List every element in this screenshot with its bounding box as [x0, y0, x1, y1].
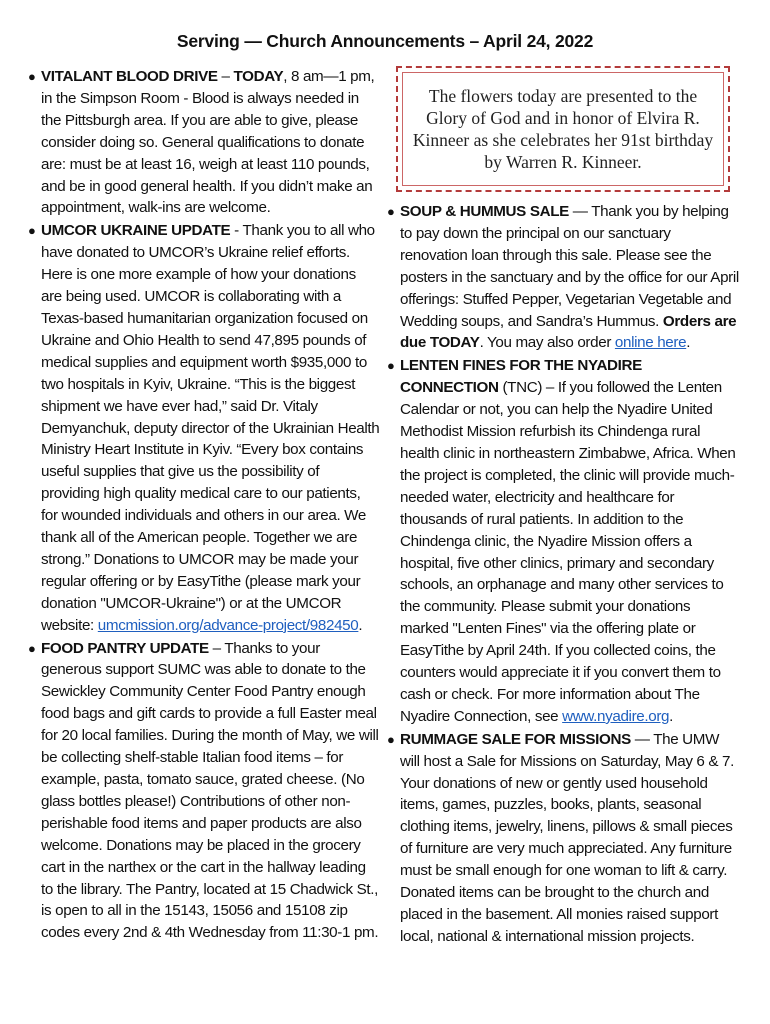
- announcement-end: .: [669, 707, 674, 725]
- nyadire-link[interactable]: www.nyadire.org: [562, 707, 670, 725]
- announcement-today: TODAY: [233, 68, 284, 85]
- announcement-soup-sale: [387, 201, 739, 354]
- announcement-heading: UMCOR UKRAINE UPDATE: [41, 222, 231, 240]
- bullet-icon: ●: [387, 358, 395, 374]
- announcement-heading: FOOD PANTRY UPDATE: [41, 639, 209, 657]
- announcement-emphasis: Orders are due TODAY: [400, 312, 737, 352]
- bullet-icon: ●: [28, 640, 36, 656]
- announcement-heading: LENTEN FINES FOR THE NYADIRE CONNECTION: [400, 357, 642, 397]
- page-title: Serving — Church Announcements – April 24, 2022: [176, 31, 594, 51]
- announcement-umcor: [28, 220, 380, 636]
- bullet-icon: ●: [28, 223, 36, 239]
- bullet-icon: ●: [387, 731, 395, 747]
- flowers-notice-box: [396, 66, 730, 192]
- announcement-blood-drive: [28, 66, 380, 219]
- online-order-link[interactable]: online here: [614, 334, 687, 352]
- announcement-heading: RUMMAGE SALE FOR MISSIONS: [400, 730, 631, 748]
- announcement-body: — Thank you by helping to pay down the principal on our sanctuary renovation loan through this sale. Please see the posters in the sanctuary and by the office for our April offerings: Stuffed Pepper, Vegetarian Vegetable and Wedding soups, and Sandra’s Hummus.: [400, 203, 739, 330]
- announcement-heading: SOUP & HUMMUS SALE: [400, 203, 569, 220]
- announcement-end: .: [686, 334, 691, 352]
- right-column: [387, 201, 739, 949]
- bullet-icon: ●: [28, 69, 36, 84]
- left-column: [28, 66, 380, 945]
- announcement-body-2: . You may also order: [479, 334, 615, 352]
- bullet-icon: ●: [387, 204, 395, 219]
- announcement-rummage-sale: [387, 729, 739, 948]
- announcement-body: , 8 am—1 pm, in the Simpson Room - Blood is always needed in the Pittsburgh area. If you are able to give, please consider doing so. General qualifications to donate are: must be at least 16, weigh at least 110 pounds, and be in good general health. If you didn’t make an appointment, walk-ins are welcome.: [41, 68, 375, 217]
- announcement-end: .: [358, 616, 363, 634]
- announcement-dash: –: [217, 68, 234, 85]
- flowers-notice-text: The flowers today are presented to the Glory of God and in honor of Elvira R. Kinneer as she celebrates her 91st birthday by Warren R. Kinneer.: [412, 86, 714, 172]
- announcement-food-pantry: [28, 638, 380, 945]
- announcement-body: – Thanks to your generous support SUMC was able to donate to the Sewickley Community Center Food Pantry enough food bags and gift cards to provide a full Easter meal for 20 local families. During the month of May, we will be collecting shelf-stable Italian food items – for example, pasta, tomato sauce, grated cheese. (No glass bottles please!) Contributions of other non-perishable food items and paper products are also welcome. Donations may be placed in the grocery cart in the narthex or the cart in the hallway leading to the library. The Pantry, located at 15 Chadwick St., is open to all in the 15143, 15056 and 15108 zip codes every 2nd & 4th Wednesday from 11:30-1 pm.: [41, 639, 379, 942]
- announcement-body: - Thank you to all who have donated to UMCOR’s Ukraine relief efforts. Here is one more example of how your donations are being used. UMCOR is collaborating with a Texas-based humanitarian organization focused on Ukraine and Ohio Health to send 47,895 pounds of medical supplies and equipment worth $935,000 to two hospitals in Kyiv, Ukraine. “This is the biggest shipment we have ever had,” said Dr. Vitaly Demyanchuk, deputy director of the Ukrainian Health Ministry Heart Institute in Kyiv. “Every box contains useful supplies that give us the possibility of providing high quality medical care to our patients, for wounded individuals and others in our area. We thank all of the American people. Together we are strong.” Donations to UMCOR may be made your regular offering or by EasyTithe (please mark your donation "UMCOR-Ukraine") or at the UMCOR website:: [41, 222, 380, 634]
- announcement-body: (TNC) – If you followed the Lenten Calendar or not, you can help the Nyadire United Methodist Mission refurbish its Chindenga rural health clinic in northeastern Zimbabwe, Africa. When the project is completed, the clinic will provide much-needed water, electricity and healthcare for thousands of rural patients. In addition to the Chindenga clinic, the Nyadire Mission offers a hospital, five other clinics, primary and secondary schools, an orphanage and many other services to the community. Please submit your donations marked "Lenten Fines" via the offering plate or EasyTithe by April 24th. If you collected coins, the counters would appreciate it if you convert them to cash or check. For more information about The Nyadire Connection, see: [400, 379, 736, 725]
- announcement-heading: VITALANT BLOOD DRIVE: [41, 68, 218, 85]
- announcement-lenten-fines: [387, 355, 739, 727]
- announcement-body: — The UMW will host a Sale for Missions on Saturday, May 6 & 7. Your donations of new or gently used household items, games, puzzles, books, plants, seasonal clothing items, jewelry, linens, pillows & small pieces of furniture are very much appreciated. Any furniture must be small enough for one woman to lift & carry. Donated items can be brought to the church and placed in the basement. All monies raised support local, national & international mission projects.: [400, 730, 735, 945]
- umcor-link[interactable]: umcmission.org/advance-project/982450: [97, 616, 359, 634]
